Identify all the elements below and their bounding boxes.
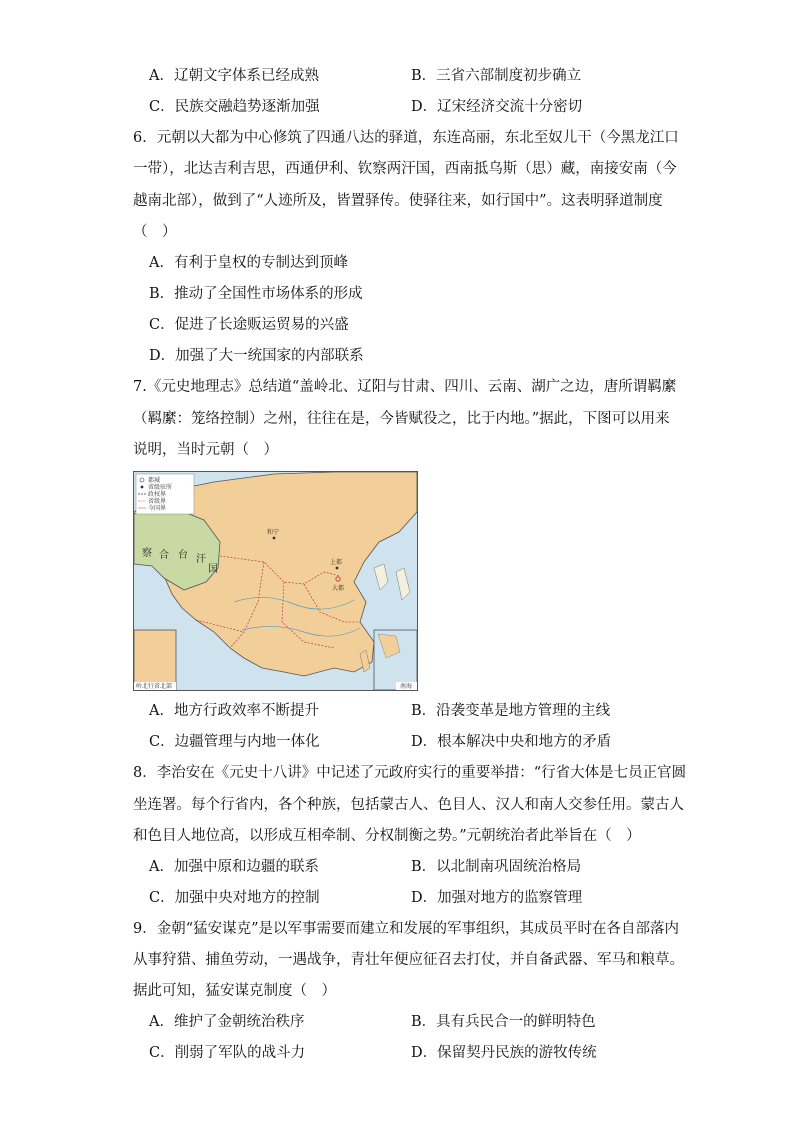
q7-option-b[interactable]: B．沿袭变革是地方管理的主线 [411, 703, 611, 719]
q8-option-d[interactable]: D．加强对地方的监察管理 [411, 890, 583, 906]
map-shangdu-marker [336, 567, 339, 570]
yuan-dynasty-map [133, 471, 418, 691]
legend-item-regime-border: 政权界 [148, 491, 167, 498]
q9-option-c[interactable]: C．削弱了军队的战斗力 [149, 1045, 306, 1061]
legend-item-seat: 省级驻所 [148, 484, 173, 491]
map-label-chagatai-2: 合 [159, 550, 169, 561]
q7-option-c[interactable]: C．边疆管理与内地一体化 [149, 734, 320, 750]
q7-stem-line2: （羁縻：笼络控制）之州，往往在是，今皆赋役之，比于内地。”据此，下图可以用来 [133, 411, 670, 427]
q5-option-d[interactable]: D．辽宋经济交流十分密切 [411, 99, 583, 115]
q6-stem-line1: 6．元朝以大都为中心修筑了四通八达的驿道，东连高丽，东北至奴儿干（今黑龙江口 [133, 130, 679, 146]
map-label-shangdu: 上都 [330, 559, 343, 566]
q6-option-b[interactable]: B．推动了全国性市场体系的形成 [149, 286, 363, 302]
q8-option-c[interactable]: C．加强中央对地方的控制 [149, 890, 320, 906]
q9-stem-line2: 从事狩猎、捕鱼劳动，一遇战争，青壮年便应征召去打仗，并自备武器、军马和粮草。 [133, 952, 684, 968]
q5-option-b[interactable]: B．三省六部制度初步确立 [411, 68, 582, 84]
q9-stem-line1: 9．金朝“猛安谋克”是以军事需要而建立和发展的军事组织，其成员平时在各自部落内 [133, 921, 680, 937]
q7-option-d[interactable]: D．根本解决中央和地方的矛盾 [411, 734, 612, 750]
q9-option-b[interactable]: B．具有兵民合一的鲜明特色 [411, 1014, 596, 1030]
legend-item-modern-border: 今国界 [148, 505, 167, 512]
map-label-chagatai-4: 汗 [196, 554, 206, 565]
q6-option-a[interactable]: A．有利于皇权的专制达到顶峰 [149, 255, 348, 271]
map-svg [134, 472, 417, 690]
q6-option-d[interactable]: D．加强了大一统国家的内部联系 [149, 348, 364, 364]
q8-stem-line3: 和色目人地位高，以形成互相牵制、分权制衡之势。”元朝统治者此举旨在（ ） [133, 828, 641, 844]
q7-option-a[interactable]: A．地方行政效率不断提升 [149, 703, 319, 719]
q7-stem-line1: 7.《元史地理志》总结道“盖岭北、辽阳与甘肃、四川、云南、湖广之边，唐所谓羁縻 [133, 379, 677, 395]
q6-option-c[interactable]: C．促进了长途贩运贸易的兴盛 [149, 317, 349, 333]
q9-stem-line3: 据此可知，猛安谋克制度（ ） [133, 983, 336, 999]
map-label-chagatai-1: 察 [142, 548, 152, 559]
q8-option-a[interactable]: A．加强中原和边疆的联系 [149, 859, 319, 875]
map-inset-right-caption: 南海 [400, 683, 413, 690]
map-inset-left [134, 630, 176, 690]
q6-stem-line3: 越南北部），做到了“人迹所及，皆置驿传。使驿往来，如行国中”。这表明驿道制度 [133, 193, 663, 209]
legend-seat-icon [141, 486, 144, 489]
q8-stem-line2: 坐连署。每个行省内，各个种族，包括蒙古人、色目人、汉人和南人交参任用。蒙古人 [133, 797, 684, 813]
q6-stem-line4: （ ） [133, 224, 177, 240]
q7-stem-line3: 说明，当时元朝（ ） [133, 442, 278, 458]
q5-option-c[interactable]: C．民族交融趋势逐渐加强 [149, 99, 320, 115]
legend-item-capital: 都城 [148, 477, 161, 484]
q9-option-a[interactable]: A．维护了金朝统治秩序 [149, 1014, 305, 1030]
q8-option-b[interactable]: B．以北制南巩固统治格局 [411, 859, 582, 875]
q6-stem-line2: 一带），北达吉利吉思，西通伊利、钦察两汗国，西南抵乌斯（思）藏，南接安南（今 [133, 161, 677, 177]
q8-stem-line1: 8．李治安在《元史十八讲》中记述了元政府实行的重要举措：“行省大体是七员正官圆 [133, 765, 687, 781]
map-label-dadu: 大都 [332, 585, 345, 592]
legend-item-province-border: 省级界 [148, 498, 167, 505]
map-label-chagatai-3: 台 [178, 550, 188, 561]
map-helin-marker [273, 537, 276, 540]
q5-option-a[interactable]: A．辽朝文字体系已经成熟 [149, 68, 319, 84]
map-label-chagatai-5: 国 [208, 564, 218, 575]
map-inset-left-caption: 岭北行省北部 [136, 683, 173, 690]
q9-option-d[interactable]: D．保留契丹民族的游牧传统 [411, 1045, 597, 1061]
map-label-helin: 和宁 [267, 529, 280, 536]
